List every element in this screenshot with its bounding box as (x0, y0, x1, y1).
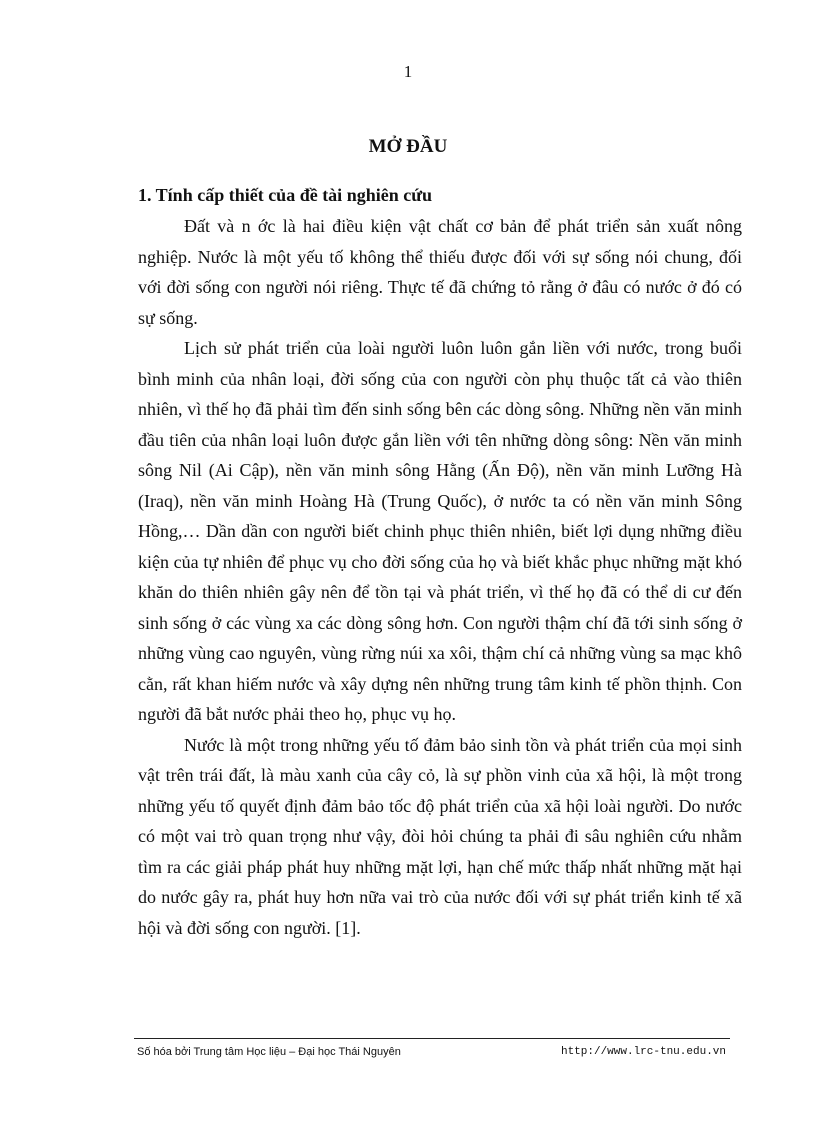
body-text (138, 211, 742, 943)
footer-source-text: Số hóa bởi Trung tâm Học liệu – Đại học Thái Nguyên (137, 1046, 401, 1058)
footer-url: http://www.lrc-tnu.edu.vn (560, 1046, 726, 1058)
page-number: 1 (403, 62, 413, 81)
section-heading: 1. Tính cấp thiết của đề tài nghiên cứu (138, 185, 433, 205)
paragraph: Nước là một trong những yếu tố đảm bảo sinh tồn và phát triển của mọi sinh vật trên trái đất, là màu xanh của cây cỏ, là sự phồn vinh của xã hội, là một trong những yếu tố quyết định đảm bảo tốc độ phát triển của xã hội loài người. Do nước có một vai trò quan trọng như vậy, đòi hỏi chúng ta phải đi sâu nghiên cứu nhằm tìm ra các giải pháp phát huy những mặt lợi, hạn chế mức thấp nhất những mặt hại do nước gây ra, phát huy hơn nữa vai trò của nước đối với sự phát triển kinh tế xã hội và đời sống con người. [1]. (138, 734, 742, 938)
footer-divider (134, 1038, 730, 1039)
paragraph: Đất và n ớc là hai điều kiện vật chất cơ bản để phát triển sản xuất nông nghiệp. Nước là một yếu tố không thể thiếu được đối với sự sống nói chung, đối với đời sống con người nói riêng. Thực tế đã chứng tỏ rằng ở đâu có nước ở đó có sự sống. (138, 216, 742, 328)
paragraph: Lịch sử phát triển của loài người luôn luôn gắn liền với nước, trong buổi bình minh của nhân loại, đời sống của con người còn phụ thuộc tất cả vào thiên nhiên, vì thế họ đã phải tìm đến sinh sống bên các dòng sông. Những nền văn minh đầu tiên của nhân loại luôn được gắn liền với tên những dòng sông: Nền văn minh sông Nil (Ai Cập), nền văn minh sông Hằng (Ấn Độ), nền văn minh Lưỡng Hà (Iraq), nền văn minh Hoàng Hà (Trung Quốc), ở nước ta có nền văn minh Sông Hồng,… Dần dần con người biết chinh phục thiên nhiên, biết lợi dụng những điều kiện của tự nhiên để phục vụ cho đời sống của họ và biết khắc phục những mặt khó khăn do thiên nhiên gây nên để tồn tại và phát triển, vì thế họ đã có thể di cư đến sinh sống ở các vùng xa các dòng sông hơn. Con người thậm chí đã tới sinh sống ở những vùng cao nguyên, vùng rừng núi xa xôi, thậm chí cả những vùng sa mạc khô cằn, rất khan hiếm nước và xây dựng nên những trung tâm kinh tế phồn thịnh. Con người đã bắt nước phải theo họ, phục vụ họ. (138, 338, 742, 724)
page-title: MỞ ĐẦU (368, 136, 448, 157)
